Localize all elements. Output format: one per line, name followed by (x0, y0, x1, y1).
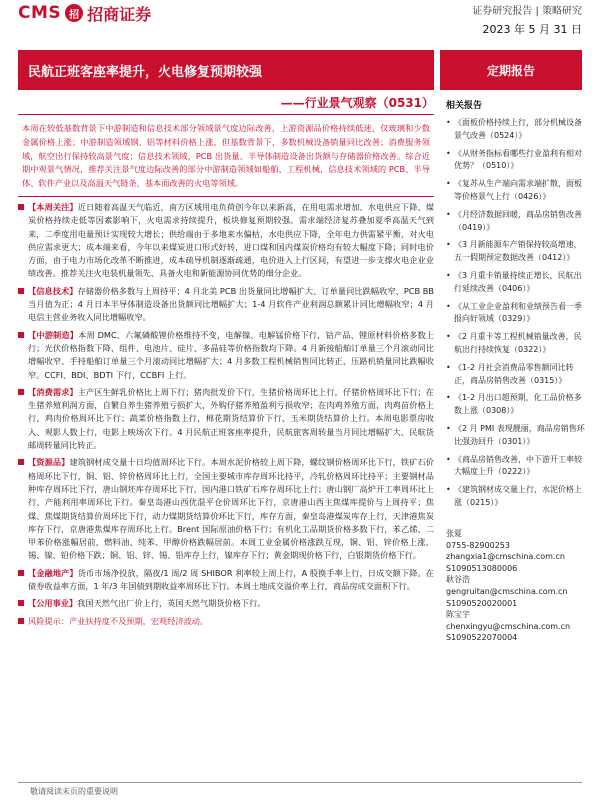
section-resources (18, 456, 434, 562)
footer-disclaimer: 敬请阅读末页的重要说明 (30, 787, 118, 796)
square-bullet-icon (18, 570, 24, 576)
square-bullet-icon (18, 332, 24, 338)
section-midstream (18, 329, 434, 382)
related-report-link[interactable]: • 《从财务指标看哪些行业盈利有相对优势？（0510）》 (446, 148, 582, 171)
page-header (0, 0, 600, 56)
bullet-dot-icon: • (446, 362, 451, 372)
square-bullet-icon (18, 459, 24, 465)
related-report-link[interactable]: • 《复苏从生产端向需求端扩散，面板等价格景气上行（0426）》 (446, 179, 582, 201)
related-report-link[interactable]: • 《3 月新能源车产销保持较高增速，五一假期预定数据改善（0412）》 (446, 240, 582, 263)
section-text: 本周 DMC、六氟磷酸锂价格维持不变，电解镍、电解锰价格下行，钴产品、锂原材料价格多数上行；光伏价格指数下降，组件、电池片、硅片、多晶硅等价格指数均下降。4 月新接船舶订单量三个月滚动同比增幅收窄、手持船舶订单量三个月滚动同比增幅扩大；4 月多数工程机械销售同比转正，压路机销量同比跌幅收窄。CCFI、BDI、BDTI 下行，CCBFI 上行。 (28, 329, 434, 380)
title-band (18, 50, 434, 90)
bullet-dot-icon: • (446, 423, 451, 433)
analyst-name: 张夏 (446, 529, 462, 538)
section-text: 货币市场净投放，隔夜/1 周/2 周 SHIBOR 利率较上周上行，A 股换手率上行，日成交额下降。在债券收益率方面，1 年/3 年国债到期收益率周环比下行。本周土地成交溢价率上行，商品房成交面积下行。 (28, 567, 434, 591)
bullet-dot-icon: • (446, 240, 451, 250)
analyst-name: 耿谷浩 (446, 575, 470, 585)
analyst-contacts (446, 528, 586, 644)
section-text: 近日随着高温天气临近，南方区域用电负荷创今年以来新高，在用电需求增加、水电供应下降、煤炭价格持续走低等因素影响下，火电需求持续提升，板块修复预期较强。需求端经济复苏叠加夏季高温天气到来，二季度用电量预计实现较大增长；供给端由于多地来水偏枯，水电供应下降，全年电力供需紧平衡，对火电供应需求更大；成本端来看，今年以来煤炭进口形式好转，进口煤和国内煤炭价格均有较大幅度下降；同时电价方面，由于电力市场化改革不断推进，成本疏导机制逐渐疏通，电价进入上行区间，有望进一步支撑火电企业业绩改善。推荐关注火电装机量领先、具备火电和新能源协同优势的细分企业。 (28, 201, 434, 279)
section-tag: 【公用事业】 (28, 598, 78, 609)
related-report-link[interactable]: • 《月经济数据回暖，商品房销售改善（0419）》 (446, 209, 582, 232)
square-bullet-icon (18, 618, 24, 624)
section-text: 建筑钢材成交量十日均值周环比下行。本周水泥价格较上周下降，螺纹钢价格周环比下行，铁矿石价格周环比下行，铜、铝、锌价格周环比上行，全国主要城市库存周环比持平，冷轧价格周环比持平；主要钢材品种库存周环比下行，唐山钢坯库存周环比下行，国内港口铁矿石库存周环比上行；唐山钢厂高炉开工率周环比上行、产能利用率周环比下行。秦皇岛港山西优混平仓价周环比下行，京唐港山西主焦煤库提价与上周持平；焦煤、焦煤期货结算价周环比下行，动力煤期货结算价环比下行，库存方面，秦皇岛港煤炭库存上行，天津港焦炭库存下行，京唐港焦煤库存周环比上行。Brent 国际原油价格下行；有机化工品期货价格多数下行，苯乙烯、二甲苯价格涨幅居前，燃料油、纯苯、甲醇价格跌幅居前。本周工业金属价格涨跌互现，铜、铝、锌价格上涨，锡、镍、铅价格下跌；铜、铝、锌、锡、铅库存上行，镍库存下行；黄金期现价格下行，白银期货价格下行。 (28, 457, 434, 561)
logo-latin: CMS (18, 3, 62, 23)
analyst-email[interactable]: chenxingyu@cmschina.com.cn (446, 621, 571, 631)
related-report-link[interactable]: • 《2 月 PMI 表现靓丽，商品房销售环比强劲回升（0301）》 (446, 423, 585, 446)
bullet-dot-icon: • (446, 454, 451, 464)
related-report-link[interactable]: • 《从工业企业盈利和业绩预告看一季报向好领域（0329）》 (446, 301, 582, 324)
doc-type: 证券研究报告 | 策略研究 (472, 6, 582, 17)
related-reports-sidebar (446, 98, 586, 515)
related-report-link[interactable]: • 《面板价格持续上行，部分机械设备景气改善（0524）》 (446, 118, 582, 140)
logo-emblem-icon: 招 (65, 4, 83, 22)
analyst-name: 陈宝宇 (446, 610, 470, 620)
section-tag: 【金融地产】 (28, 567, 78, 578)
section-info-tech (18, 285, 434, 325)
analyst-license: S1090522070004 (446, 633, 518, 643)
section-tag: 【消费需求】 (28, 386, 78, 397)
bullet-dot-icon: • (446, 301, 451, 311)
main-column (18, 122, 434, 628)
square-bullet-icon (18, 288, 24, 294)
related-report-link[interactable]: • 《3 月重卡销量持续正增长，民航出行延续改善（0406）》 (446, 270, 582, 293)
section-consumer (18, 386, 434, 452)
section-tag: 【信息技术】 (28, 285, 78, 296)
section-focus (18, 201, 434, 281)
bullet-dot-icon: • (446, 270, 451, 280)
related-report-link[interactable]: • 《商品房销售改善，中下游开工率较大幅度上升（0222）》 (446, 454, 582, 477)
related-reports-title: 相关报告 (446, 101, 483, 111)
square-bullet-icon (18, 204, 24, 210)
related-report-link[interactable]: • 《1-2 月社会消费品零售额同比转正，商品房销售改善（0315）》 (446, 362, 574, 385)
related-report-link[interactable]: • 《1-2 月出口超预期，化工品价格多数上涨（0308）》 (446, 393, 582, 416)
square-bullet-icon (18, 600, 24, 606)
bullet-dot-icon: • (446, 393, 451, 403)
risk-text: 风险提示：产业扶持度不及预期，宏观经济波动。 (28, 615, 209, 626)
analyst-email[interactable]: zhangxia1@cmschina.com.cn (446, 552, 565, 562)
report-date: 2023 年 5 月 31 日 (482, 23, 582, 36)
square-bullet-icon (18, 389, 24, 395)
summary-divider (18, 196, 434, 197)
report-title: 民航正班客座率提升，火电修复预期较强 (28, 64, 263, 80)
section-text: 存储器价格多数与上周持平；4 月北美 PCB 出货量同比增幅扩大、订单量同比跌幅收窄、PCB BB 当月值为正；4 月日本半导体制造设备出货额同比增幅扩大；1-4 月软件产业利润总额累计同比增幅收窄；4 月电信主营业务收入同比增幅收窄。 (28, 285, 434, 323)
bullet-dot-icon: • (446, 148, 451, 158)
footer-divider (18, 782, 582, 783)
section-tag: 【资源品】 (28, 457, 70, 468)
bullet-dot-icon: • (446, 332, 451, 342)
section-tag: 【本周关注】 (28, 201, 78, 212)
company-logo (18, 0, 151, 26)
section-text: 我国天然气出厂价上行，英国天然气期货价格下行。 (77, 598, 266, 609)
summary-paragraph: 本周在较低基数背景下中游制造和信息技术部分领域景气度边际改善，上游资源品价格持续低迷，仅玻璃和少数金属价格上涨；中游制造领域钢、铝等材料价格上涨，但基数背景下，多数机械设备销量同比改善；消费服务领域，航空出行保持较高景气度；信息技术领域，PCB 出货量、半导体制造设备出货额与存储器价格改善。综合近期中观景气情况，推荐关注景气度边际改善的部分中游制造领域如船舶、工程机械，信息技术领域的 PCB、半导体、软件产业以及高温天气链条，基本面改善的火电等领域。 (22, 123, 430, 189)
analyst-license: S1090520020001 (446, 598, 518, 608)
section-tag: 【中游制造】 (28, 329, 79, 340)
bullet-dot-icon: • (446, 118, 451, 127)
bullet-dot-icon: • (446, 209, 451, 219)
report-subtitle: ——行业景气观察（0531） (280, 96, 434, 110)
related-report-link[interactable]: • 《建筑钢材成交量上行，水泥价格上涨（0215）》 (446, 485, 582, 507)
analyst-phone: 0755-82900253 (446, 540, 510, 550)
risk-warning (18, 615, 434, 628)
section-finance-realestate (18, 567, 434, 594)
section-text: 主产区生鲜乳价格比上周下行；猪肉批发价下行，生猪价格周环比上行，仔猪价格周环比下行；在生猪养殖利润方面，自繁自养生猪养殖亏损扩大，外购仔猪养殖盈利亏损收窄；在肉鸡养殖方面，肉鸡苗价格上行，鸡肉价格周环比下行；蔬菜价格指数上行，棉花期货结算价下行，玉米期货结算价上行。本周电影票房收入、观影人数上行，电影上映场次下行。4 月民航正班客座率提升，民航旅客周转量当月同比增幅扩大、民航货邮周转量同比转正。 (28, 386, 434, 451)
related-report-link[interactable]: • 《2 月重卡等工程机械销量改善，民航出行持续恢复（0322）》 (446, 332, 582, 354)
section-utilities (18, 597, 434, 610)
logo-chinese: 招商证券 (87, 4, 152, 24)
analyst-license: S1090513080006 (446, 563, 518, 573)
bullet-dot-icon: • (446, 485, 451, 495)
header-meta (472, 2, 582, 37)
report-type-badge: 定期报告 (440, 50, 582, 90)
bullet-dot-icon: • (446, 179, 451, 189)
subtitle-divider (18, 114, 434, 115)
page-footer (0, 782, 600, 800)
analyst-email[interactable]: gengruitan@cmschina.com.cn (446, 586, 568, 596)
